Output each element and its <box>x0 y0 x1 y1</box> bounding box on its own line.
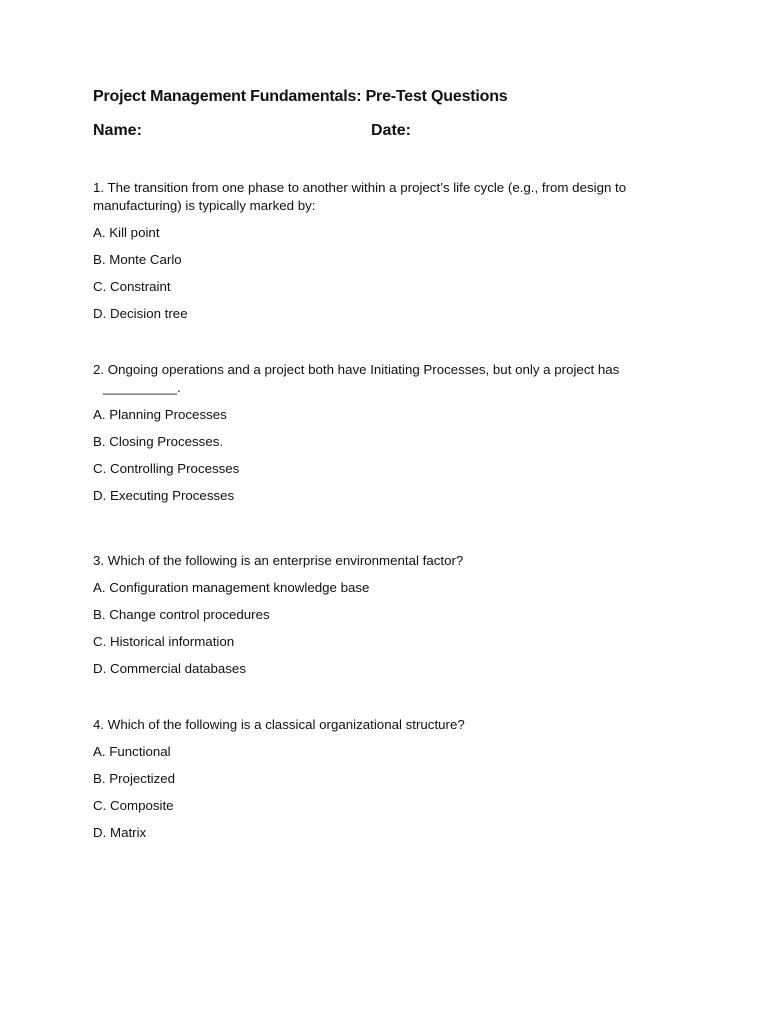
option-a: A. Kill point <box>93 225 160 240</box>
question-text: 4. Which of the following is a classical organizational structure? <box>93 717 465 732</box>
option-c: C. Historical information <box>93 634 235 649</box>
option-list <box>93 579 653 687</box>
name-label: Name: <box>93 122 142 139</box>
question-text: 1. The transition from one phase to another within a project’s life cycle (e.g., from design to manufacturing) is typically marked by: <box>93 180 627 213</box>
document-title: Project Management Fundamentals: Pre-Test Questions <box>93 88 508 105</box>
option-c: C. Composite <box>93 798 174 813</box>
option-c: C. Controlling Processes <box>93 461 240 476</box>
option-d: D. Commercial databases <box>93 661 246 676</box>
option-a: A. Functional <box>93 744 171 759</box>
option-b: B. Closing Processes. <box>93 434 224 449</box>
question-3 <box>93 552 653 687</box>
option-list <box>93 224 653 332</box>
option-a: A. Configuration management knowledge base <box>93 580 370 595</box>
answer-blank: __________. <box>103 380 181 395</box>
question-4 <box>93 716 653 851</box>
option-list <box>93 406 653 514</box>
question-1 <box>93 179 653 332</box>
option-b: B. Monte Carlo <box>93 252 182 267</box>
option-b: B. Change control procedures <box>93 607 270 622</box>
option-list <box>93 743 653 851</box>
question-2 <box>93 361 653 514</box>
option-c: C. Constraint <box>93 279 171 294</box>
question-text: 2. Ongoing operations and a project both have Initiating Processes, but only a project has <box>93 362 620 377</box>
option-a: A. Planning Processes <box>93 407 227 422</box>
option-d: D. Decision tree <box>93 306 188 321</box>
option-d: D. Matrix <box>93 825 147 840</box>
date-label: Date: <box>371 122 412 139</box>
option-b: B. Projectized <box>93 771 176 786</box>
question-text: 3. Which of the following is an enterprise environmental factor? <box>93 553 464 568</box>
option-d: D. Executing Processes <box>93 488 235 503</box>
